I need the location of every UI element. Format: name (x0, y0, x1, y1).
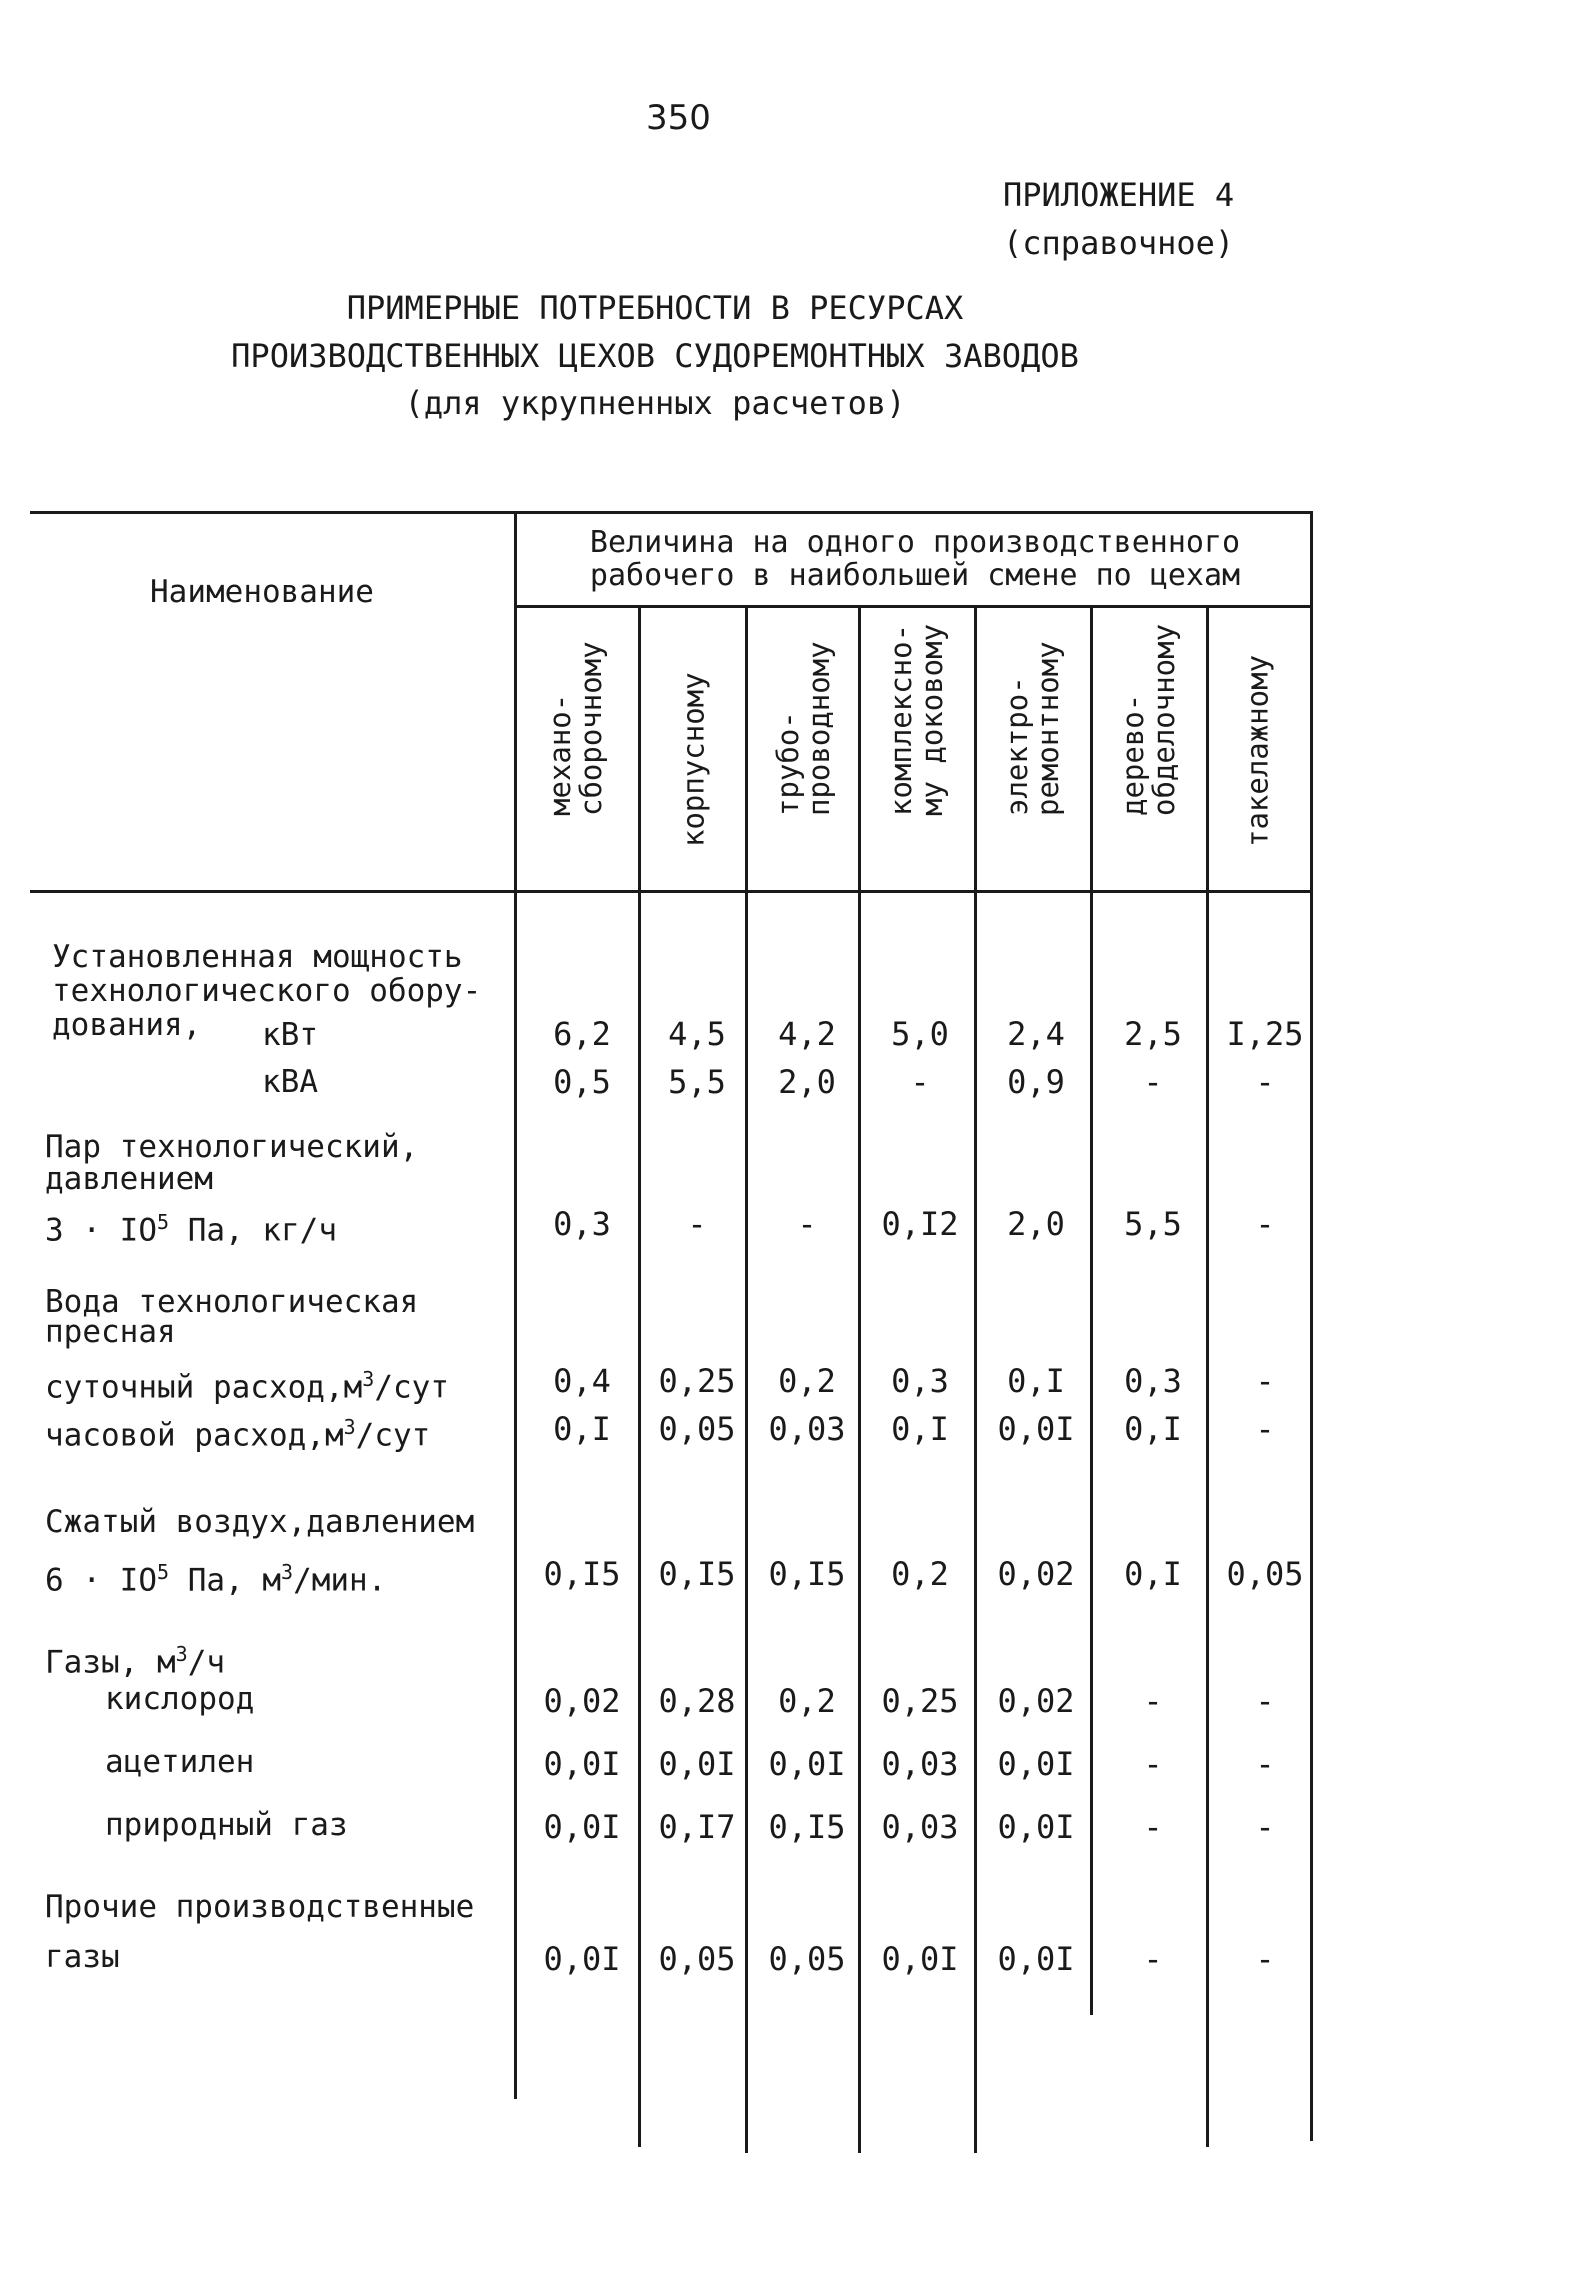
table-cell: 0,I (1007, 1362, 1065, 1400)
table-cell: 0,0I (997, 1940, 1075, 1978)
power-unit-kw: кВт (262, 1017, 318, 1053)
table-cell: 0,0I (997, 1745, 1075, 1783)
appendix-note: (справочное) (1003, 224, 1235, 262)
table-cell: 0,5 (553, 1063, 611, 1101)
table-cell: 0,I (1124, 1410, 1182, 1448)
gas-natural-label: природный газ (105, 1807, 348, 1843)
table-cell: 0,I (1124, 1555, 1182, 1593)
table-cell: 0,2 (778, 1362, 836, 1400)
table-cell: 5,0 (891, 1015, 949, 1053)
air-label-line-1: Сжатый воздух,давлением (45, 1504, 475, 1540)
name-column-header: Наименование (150, 574, 374, 610)
header-bottom-rule (30, 890, 1312, 893)
table-cell: - (687, 1205, 707, 1243)
table-cell: - (1255, 1205, 1275, 1243)
table-cell: 5,5 (1124, 1205, 1182, 1243)
water-label-line-2: пресная (45, 1314, 176, 1350)
steam-label-line-1: Пар технологический, (45, 1129, 419, 1165)
table-cell: 0,03 (881, 1745, 959, 1783)
table-cell: - (1255, 1808, 1275, 1846)
table-cell: 0,I5 (768, 1808, 846, 1846)
table-cell: 0,0I (543, 1940, 621, 1978)
table-cell: 0,0I (997, 1808, 1075, 1846)
table-cell: 0,I (891, 1410, 949, 1448)
table-cell: 0,02 (997, 1682, 1075, 1720)
column-header-mechanical-assembly: механо- сборочному (543, 641, 608, 816)
table-cell: - (1255, 1063, 1275, 1101)
table-cell: 0,28 (658, 1682, 736, 1720)
table-cell: - (910, 1063, 930, 1101)
other-gases-label-line-1: Прочие производственные (45, 1889, 475, 1925)
table-cell: - (1143, 1682, 1163, 1720)
table-cell: 0,2 (778, 1682, 836, 1720)
group-header-rule (516, 605, 1312, 608)
table-cell: 0,03 (881, 1808, 959, 1846)
table-cell: - (1143, 1808, 1163, 1846)
steam-label-line-2: давлением (45, 1161, 213, 1197)
table-cell: 0,0I (543, 1808, 621, 1846)
column-divider-5 (1090, 605, 1093, 2015)
table-cell: 0,0I (543, 1745, 621, 1783)
table-cell: 0,02 (543, 1682, 621, 1720)
power-unit-kva: кВА (262, 1064, 318, 1100)
column-header-complex-dock: комплексно- му доковому (884, 623, 949, 816)
air-label-line-2: $6 \cdot IO^5$ Па, $м^3$/мин. (45, 1560, 387, 1599)
table-cell: 0,4 (553, 1362, 611, 1400)
name-column-divider (514, 511, 517, 2099)
table-cell: - (1143, 1745, 1163, 1783)
page-number: 350 (646, 98, 711, 138)
table-cell: 0,I2 (881, 1205, 959, 1243)
table-cell: 2,4 (1007, 1015, 1065, 1053)
table-cell: 0,2 (891, 1555, 949, 1593)
column-header-electrical-repair: электро- ремонтному (1000, 641, 1065, 816)
table-top-rule (30, 511, 1312, 514)
group-header-line-2: рабочего в наибольшей смене по цехам (589, 558, 1241, 593)
table-cell: 0,3 (1124, 1362, 1182, 1400)
table-cell: I,25 (1226, 1015, 1304, 1053)
power-label-line-1: Установленная мощность (52, 939, 463, 975)
table-cell: 6,2 (553, 1015, 611, 1053)
table-cell: 2,5 (1124, 1015, 1182, 1053)
appendix-label: ПРИЛОЖЕНИЕ 4 (1003, 176, 1235, 214)
column-header-piping: трубо- проводному (771, 641, 836, 816)
table-cell: - (1143, 1940, 1163, 1978)
table-cell: 4,2 (778, 1015, 836, 1053)
table-cell: 0,02 (997, 1555, 1075, 1593)
gases-heading: Газы, $м^3/ч$ (45, 1642, 226, 1681)
other-gases-label-line-2: газы (45, 1939, 120, 1975)
table-cell: 0,0I (997, 1410, 1075, 1448)
table-cell: 0,3 (553, 1205, 611, 1243)
steam-label-line-3: $3 \cdot IO^5$ Па, кг/ч (45, 1210, 338, 1249)
document-title-line-1: ПРИМЕРНЫЕ ПОТРЕБНОСТИ В РЕСУРСАХ (346, 289, 964, 327)
table-cell: 0,I7 (658, 1808, 736, 1846)
column-header-rigging: такелажному (1240, 654, 1275, 847)
table-cell: - (1143, 1063, 1163, 1101)
water-hourly-label: часовой $расход,м^3$/сут (45, 1415, 431, 1454)
column-header-woodworking: дерево- обделочному (1116, 623, 1181, 816)
group-header-line-1: Величина на одного производственного (589, 525, 1241, 560)
water-daily-label: суточный $расход,м^3$/сут (45, 1367, 449, 1406)
table-cell: - (1255, 1940, 1275, 1978)
table-cell: 0,25 (658, 1362, 736, 1400)
power-label-line-3: дования, (52, 1007, 202, 1043)
table-cell: 0,05 (658, 1410, 736, 1448)
table-cell: 0,9 (1007, 1063, 1065, 1101)
table-cell: 0,05 (658, 1940, 736, 1978)
table-cell: - (1255, 1682, 1275, 1720)
table-cell: - (1255, 1745, 1275, 1783)
power-label-line-2: технологического обору- (52, 973, 482, 1009)
table-cell: 0,0I (658, 1745, 736, 1783)
water-label-line-1: Вода технологическая (45, 1284, 419, 1320)
table-cell: - (1255, 1410, 1275, 1448)
document-title-line-2: ПРОИЗВОДСТВЕННЫХ ЦЕХОВ СУДОРЕМОНТНЫХ ЗАВОДОВ (231, 337, 1079, 375)
table-cell: 0,I5 (543, 1555, 621, 1593)
table-cell: 0,3 (891, 1362, 949, 1400)
table-cell: 0,I5 (658, 1555, 736, 1593)
table-cell: 0,0I (768, 1745, 846, 1783)
table-cell: 0,05 (768, 1940, 846, 1978)
table-cell: 0,03 (768, 1410, 846, 1448)
table-cell: 5,5 (668, 1063, 726, 1101)
table-cell: 0,05 (1226, 1555, 1304, 1593)
table-cell: 0,0I (881, 1940, 959, 1978)
table-cell: 2,0 (778, 1063, 836, 1101)
table-cell: 0,25 (881, 1682, 959, 1720)
column-header-hull: корпусному (676, 672, 711, 847)
table-cell: 4,5 (668, 1015, 726, 1053)
table-cell: - (797, 1205, 817, 1243)
table-cell: 2,0 (1007, 1205, 1065, 1243)
gas-oxygen-label: кислород (105, 1681, 255, 1717)
table-cell: - (1255, 1362, 1275, 1400)
document-title-line-3: (для укрупненных расчетов) (404, 384, 906, 422)
table-cell: 0,I5 (768, 1555, 846, 1593)
gas-acetylene-label: ацетилен (105, 1744, 255, 1780)
table-cell: 0,I (553, 1410, 611, 1448)
